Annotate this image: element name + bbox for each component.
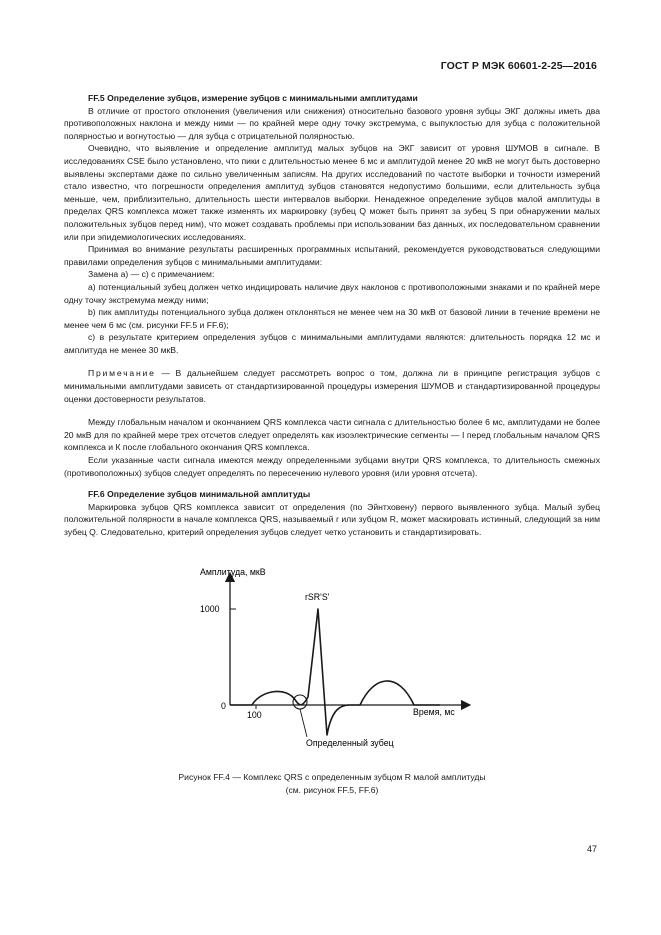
peak-label: rSR'S' xyxy=(305,592,330,602)
note-text: — В дальнейшем следует рассмотреть вопрос о том, должна ли в принципе регистрация зубцов с минимальными амплитудами зависеть от стандартизированной процедуры измерения ШУМОВ и стандартизированной процедуры оценки достоверности результатов. xyxy=(64,368,600,404)
origin-label: 0 xyxy=(221,701,226,711)
paragraph: В отличие от простого отклонения (увеличения или снижения) относительно базового уровня зубцы ЭКГ должны иметь два противоположных наклона и между ними — по крайней мере одну точку экстремума, с выпуклостью для зубца с положительной полярностью и вогнутостью — для зубца с отрицательной полярностью. xyxy=(64,105,600,141)
paragraph: Очевидно, что выявление и определение амплитуд малых зубцов на ЭКГ зависит от уровня ШУМОВ в сигнале. В исследованиях CSE было установлено, что пики с длительностью менее 6 мс и амплитудой менее 20 мкВ не могут быть достоверно выявлены экспертами даже по сильно увеличенным записям. На других исследований по частоте выборки и точности измерений стало известно, что погрешности определения амплитуд зубцов становятся недопустимо большими, если длительность зубца меньше, чем, приблизительно, длительность шести интервалов выборки. Ненадежное определение зубцов малой амплитуды в пределах QRS комплекса может также изменять их маркировку (зубец Q может быть принят за зубец S при обнаружении малых положительных зубцов перед ним), что может создавать проблемы при использовании баз данных, их последовательном сравнении или при эпидемиологических исследованиях. xyxy=(64,143,600,242)
note xyxy=(64,367,600,405)
annotation-leader xyxy=(300,709,307,737)
ecg-diagram xyxy=(190,563,480,753)
caption-title: Рисунок FF.4 — Комплекс QRS с определенным зубцом R малой амплитуды xyxy=(178,772,486,782)
list-item: а) потенциальный зубец должен четко индицировать наличие двух наклонов с противоположными знаками и по крайней мере одну точку экстремума между ними; xyxy=(64,281,600,305)
y-axis-label: Амплитуда, мкВ xyxy=(200,567,266,577)
paragraph: Принимая во внимание результаты расширенных программных испытаний, рекомендуется руководствоваться следующими правилами определения зубцов с минимальными амплитудами: xyxy=(64,244,600,267)
annotation-label: Определенный зубец xyxy=(306,738,394,748)
note-label: Примечание xyxy=(88,368,156,379)
section-ff6-title: FF.6 Определение зубцов минимальной амплитуды xyxy=(88,489,311,500)
x-axis-label: Время, мс xyxy=(413,707,455,717)
figure-caption xyxy=(64,771,600,797)
section-ff5-title: FF.5 Определение зубцов, измерение зубцов с минимальными амплитудами xyxy=(88,93,418,103)
paragraph: Между глобальным началом и окончанием QRS комплекса части сигнала с длительностью более 6 мс, амплитудами не более 20 мкВ для по крайней мере трех отсчетов следует определять как изоэлектрические сегменты — I перед глобальным началом QRS комплекса и К после глобального окончания QRS комплекса. xyxy=(64,417,600,453)
paragraph: Замена а) — с) с примечанием: xyxy=(88,269,215,280)
document-body xyxy=(64,92,600,539)
page-number: 47 xyxy=(586,844,597,854)
list-item: с) в результате критерием определения зубцов с минимальными амплитудами являются: длительность порядка 12 мс и амплитуда не менее 30 мкВ. xyxy=(64,332,600,355)
ecg-figure xyxy=(190,563,480,753)
caption-reference: (см. рисунок FF.5, FF.6) xyxy=(285,784,379,795)
x-tick-label: 100 xyxy=(247,710,262,720)
paragraph: Маркировка зубцов QRS комплекса зависит от определения (по Эйнтховену) первого выявленного зубца. Малый зубец положительной полярности в начале комплекса QRS, называемый r или зубцом R, может маскировать истинный, следующий за ним зубец Q. Следовательно, критерий определения зубцов следует четко установить и стандартизировать. xyxy=(64,501,600,537)
document-id-header: ГОСТ Р МЭК 60601-2-25—2016 xyxy=(440,60,597,72)
paragraph: Если указанные части сигнала имеются между определенными зубцами внутри QRS комплекса, то длительность смежных (противоположных) зубцов следует определять по пересечению нулевого уровня (или уровня отсчета). xyxy=(64,455,600,478)
list-item: b) пик амплитуды потенциального зубца должен отклоняться не менее чем на 30 мкВ от базовой линии в течение времени не менее чем 6 мс (см. рисунки FF.5 и FF.6); xyxy=(64,307,600,330)
y-tick-label: 1000 xyxy=(200,604,220,614)
